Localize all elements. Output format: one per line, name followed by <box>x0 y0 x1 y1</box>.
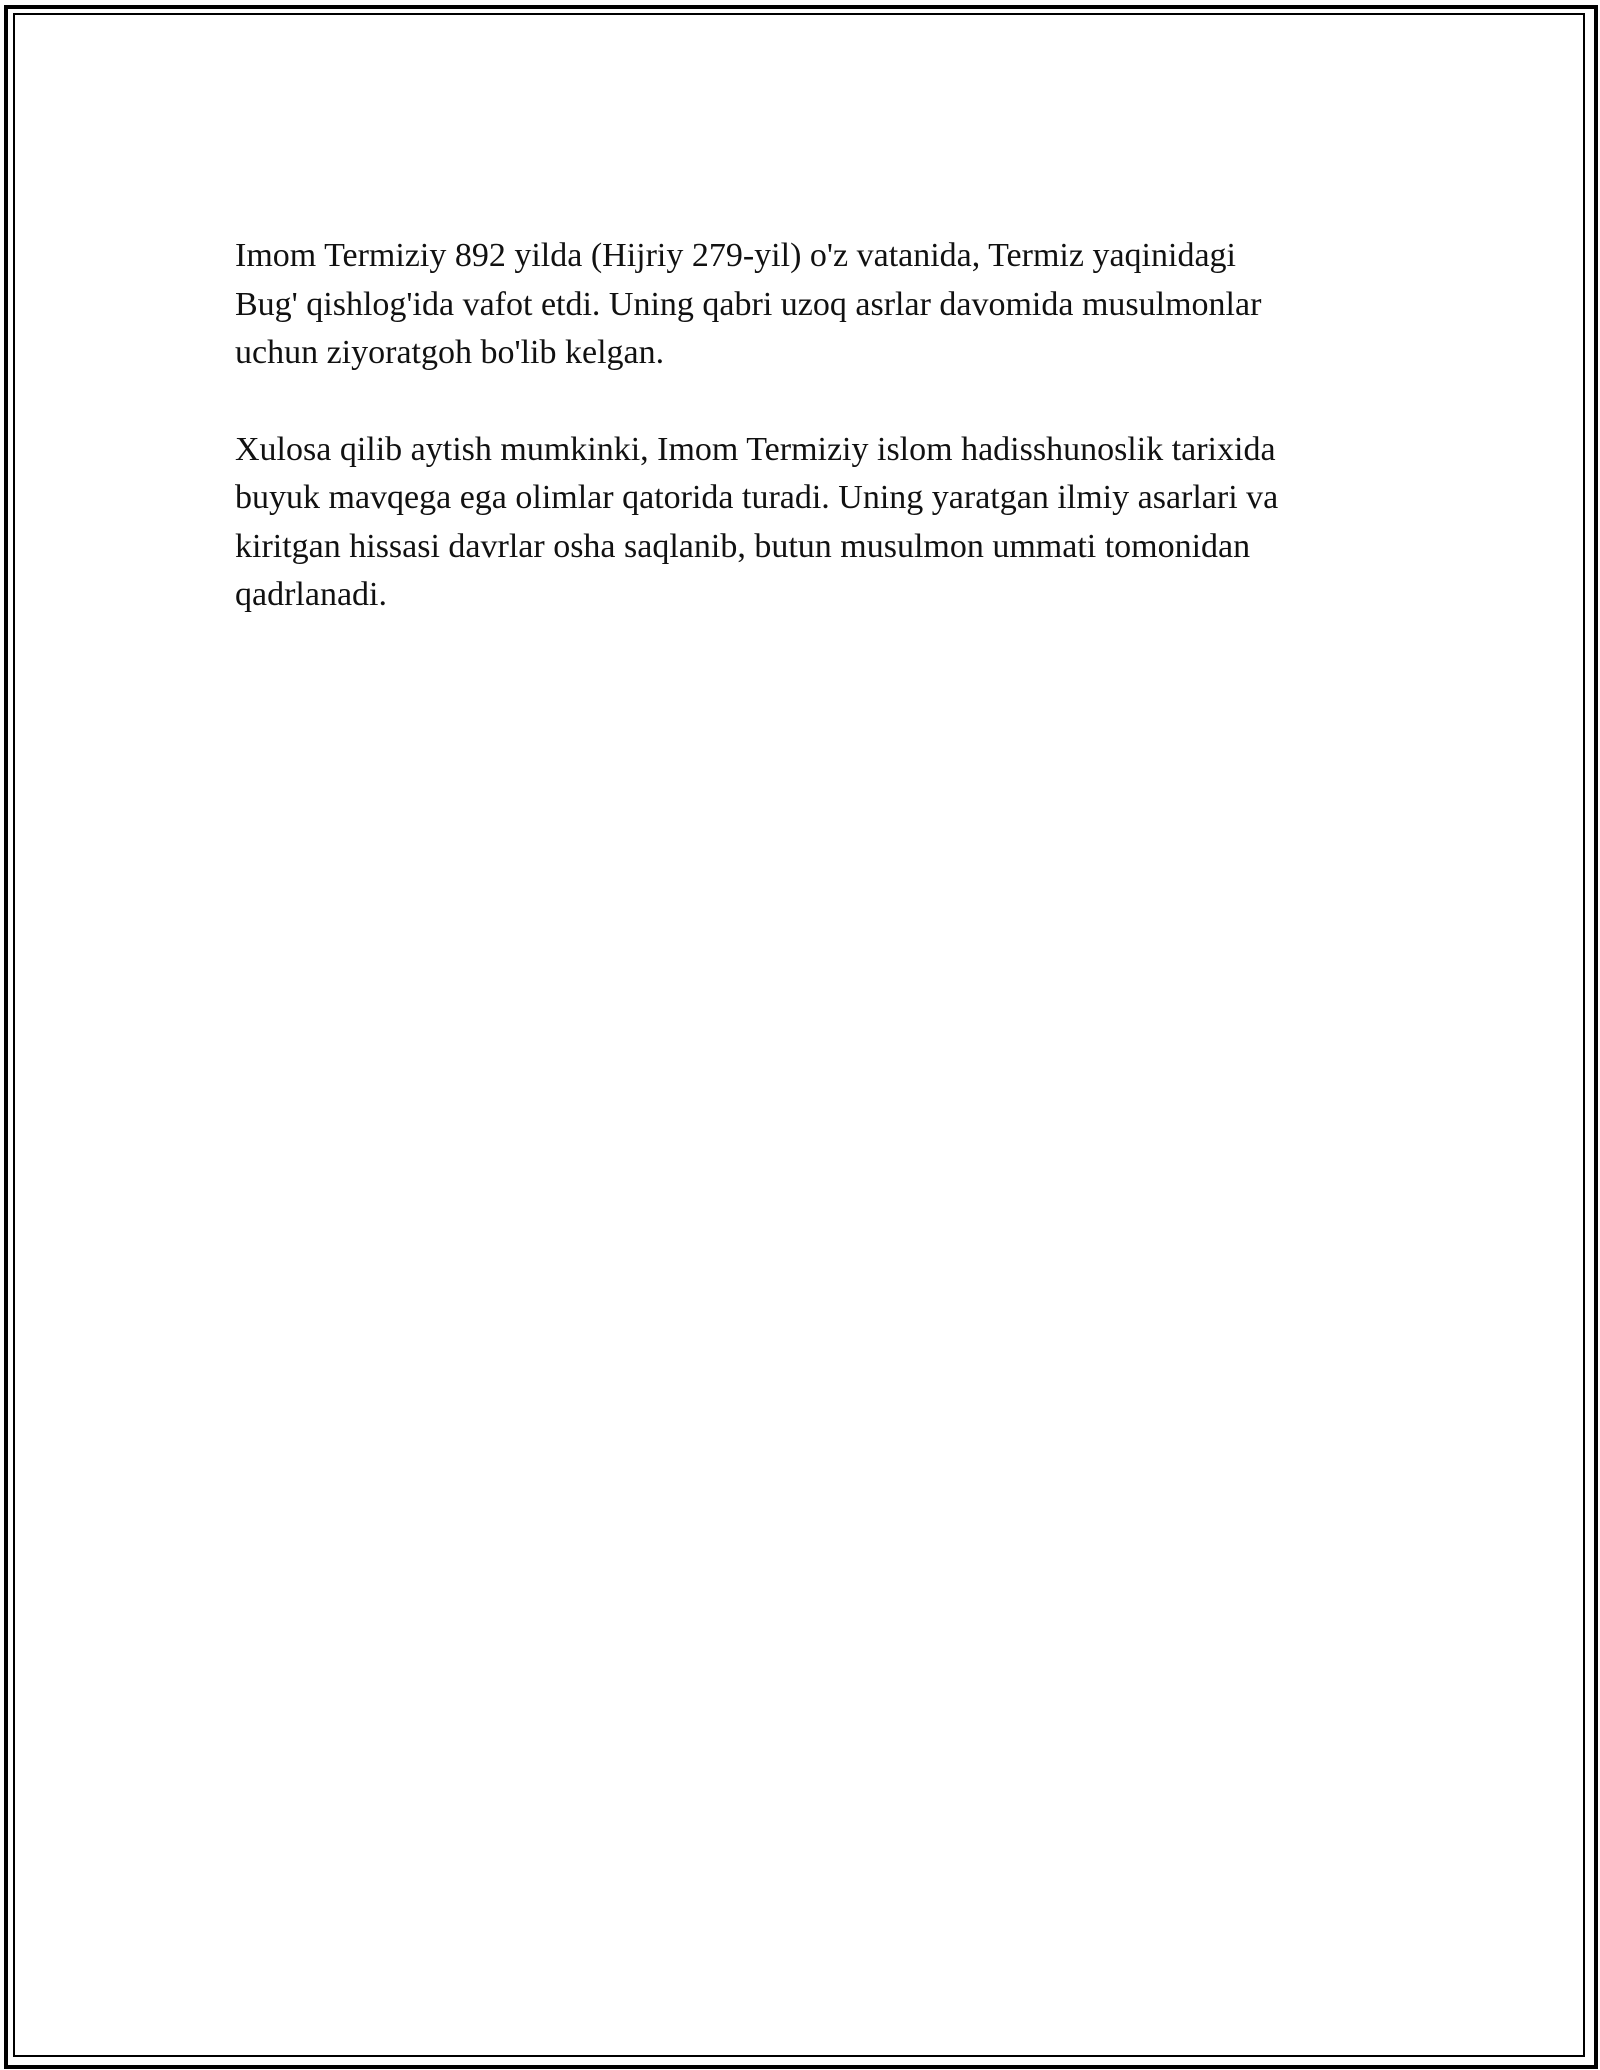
text-line: kiritgan hissasi davrlar osha saqlanib, butun musulmon ummati tomonidan <box>235 527 1251 565</box>
text-line: buyuk mavqega ega olimlar qatorida turadi. Uning yaratgan ilmiy asarlari va <box>235 479 1279 516</box>
document-body <box>235 232 1365 668</box>
text-line: Imom Termiziy 892 yilda (Hijriy 279-yil) o'z vatanida, Termiz yaqinidagi <box>235 237 1236 274</box>
text-line: Bug' qishlog'ida vafot etdi. Uning qabri uzoq asrlar davomida musulmonlar <box>235 285 1262 323</box>
text-line: Xulosa qilib aytish mumkinki, Imom Termiziy islom hadisshunoslik tarixida <box>235 430 1276 468</box>
paragraph <box>235 426 1365 620</box>
paragraph <box>235 232 1365 378</box>
text-line: uchun ziyoratgoh bo'lib kelgan. <box>235 334 665 371</box>
text-line: qadrlanadi. <box>235 576 387 613</box>
